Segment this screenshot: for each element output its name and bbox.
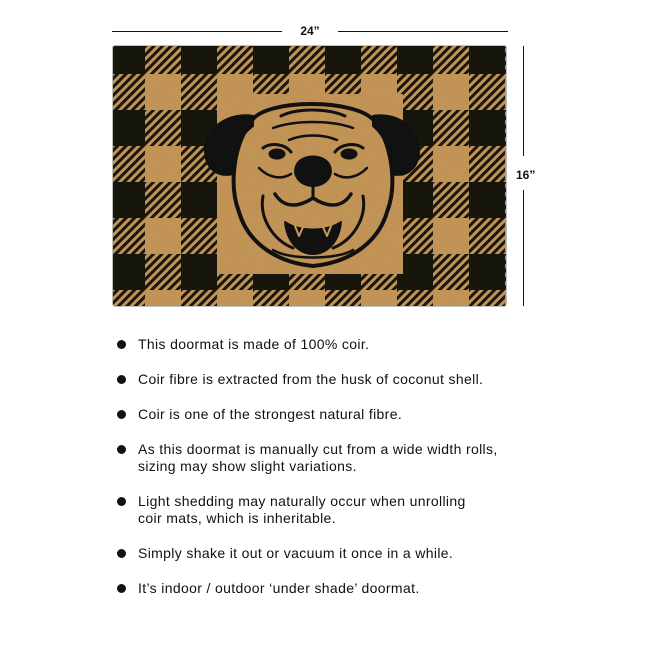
- feature-text: This doormat is made of 100% coir.: [138, 336, 370, 352]
- bullet-icon: [117, 340, 126, 349]
- feature-text: Coir is one of the strongest natural fibre.: [138, 406, 403, 422]
- feature-text: Coir fibre is extracted from the husk of coconut shell.: [138, 371, 484, 387]
- bullet-icon: [117, 445, 126, 454]
- width-dimension-line-right: [338, 31, 508, 32]
- bullet-icon: [117, 410, 126, 419]
- feature-list-item: [116, 371, 546, 388]
- height-dimension-line-bottom: [523, 190, 524, 306]
- feature-list: [116, 336, 546, 597]
- height-dimension-marker: [516, 46, 546, 306]
- feature-list-item: [116, 580, 546, 597]
- bullet-icon: [117, 375, 126, 384]
- doormat-image: [113, 46, 506, 306]
- height-dimension-line-top: [523, 46, 524, 156]
- feature-list-item: [116, 406, 546, 423]
- height-dimension-label: 16”: [516, 168, 536, 182]
- doormat-illustration: [113, 46, 506, 306]
- feature-list-item: [116, 545, 546, 562]
- feature-text: As this doormat is manually cut from a wide width rolls, sizing may show slight variations.: [138, 441, 498, 474]
- feature-list-item: [116, 441, 546, 475]
- bullet-icon: [117, 549, 126, 558]
- feature-list-item: [116, 336, 546, 353]
- width-dimension-marker: [112, 22, 508, 42]
- feature-text: Simply shake it out or vacuum it once in a while.: [138, 545, 454, 561]
- bullet-icon: [117, 584, 126, 593]
- bullet-icon: [117, 497, 126, 506]
- feature-list-item: [116, 493, 546, 527]
- feature-text: It’s indoor / outdoor ‘under shade’ doormat.: [138, 580, 420, 596]
- feature-text: Light shedding may naturally occur when unrolling coir mats, which is inheritable.: [138, 493, 466, 526]
- width-dimension-label: 24”: [300, 24, 320, 38]
